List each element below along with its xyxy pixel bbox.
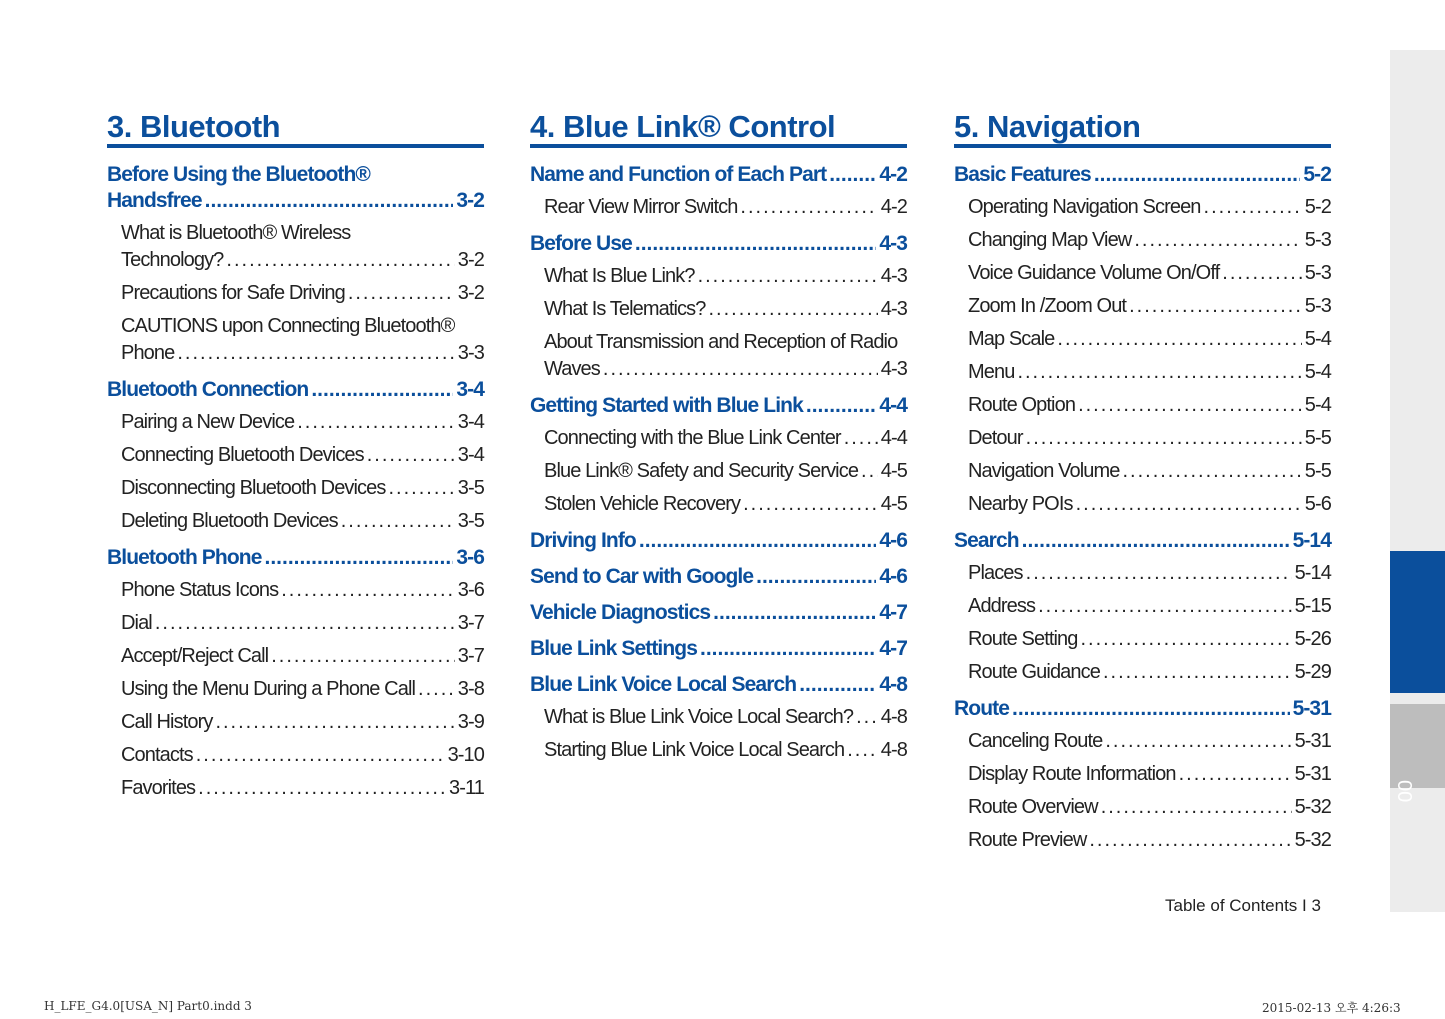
entry-row — [544, 425, 907, 452]
page-number: 5-15 — [1294, 595, 1331, 617]
page-number: 4-3 — [880, 358, 907, 380]
entry-title: Deleting Bluetooth Devices — [121, 510, 338, 532]
toc-column-navigation — [954, 108, 1331, 854]
entry-title: Call History — [121, 711, 213, 733]
page-number: 5-26 — [1294, 628, 1331, 650]
page-number: 3-7 — [457, 645, 484, 667]
dot-leader — [1081, 626, 1292, 653]
toc-item-link[interactable] — [954, 593, 1331, 620]
entry-row — [968, 359, 1331, 386]
print-slug-file: H_LFE_G4.0[USA_N] Part0.indd 3 — [44, 999, 252, 1013]
entry-row — [968, 425, 1331, 452]
toc-item-link[interactable] — [954, 794, 1331, 821]
toc-item-link[interactable] — [530, 425, 907, 452]
page-number: 4-3 — [879, 232, 907, 255]
dot-leader — [829, 162, 876, 188]
dot-leader — [743, 491, 878, 518]
page-number: 4-5 — [880, 460, 907, 482]
page-number: 5-14 — [1292, 529, 1331, 552]
dot-leader — [708, 296, 877, 323]
toc-section-link[interactable] — [530, 393, 907, 419]
entry-title: Driving Info — [530, 529, 636, 552]
toc-item-link[interactable] — [954, 560, 1331, 587]
toc-item-link[interactable] — [107, 775, 484, 802]
entry-row — [968, 458, 1331, 485]
chapter-title: 5. Navigation — [954, 108, 1331, 148]
toc-item-link[interactable] — [530, 737, 907, 764]
page-number: 5-29 — [1294, 661, 1331, 683]
entry-title: Pairing a New Device — [121, 411, 295, 433]
dot-leader — [1012, 696, 1290, 722]
dot-leader — [1089, 827, 1291, 854]
entry-title: Operating Navigation Screen — [968, 196, 1201, 218]
dot-leader — [844, 425, 878, 452]
page-number: 3-6 — [457, 579, 484, 601]
dot-leader — [341, 508, 455, 535]
entry-row — [530, 162, 907, 188]
entry-title-line1: Before Using the Bluetooth® — [107, 163, 371, 186]
entry-title: Contacts — [121, 744, 193, 766]
entry-title: Before Use — [530, 232, 632, 255]
entry-row — [968, 560, 1331, 587]
entry-title: Disconnecting Bluetooth Devices — [121, 477, 386, 499]
entry-title: Connecting Bluetooth Devices — [121, 444, 364, 466]
toc-item-link[interactable] — [107, 475, 484, 502]
dot-leader — [1222, 260, 1302, 287]
entry-row — [954, 696, 1331, 722]
dot-leader — [196, 742, 445, 769]
page-number: 5-3 — [1304, 229, 1331, 251]
entry-row — [954, 528, 1331, 554]
entry-title: Map Scale — [968, 328, 1055, 350]
entry-title-line1: About Transmission and Reception of Radio — [544, 331, 898, 353]
page-number: 3-5 — [457, 477, 484, 499]
dot-leader — [297, 409, 455, 436]
page-number: 4-2 — [879, 163, 907, 186]
page-number: 4-8 — [880, 739, 907, 761]
dot-leader — [1101, 794, 1292, 821]
toc-section-link[interactable] — [954, 696, 1331, 722]
entry-title: Canceling Route — [968, 730, 1103, 752]
dot-leader — [700, 636, 876, 662]
toc-item-link[interactable] — [954, 260, 1331, 287]
entry-title: Handsfree — [107, 189, 202, 212]
entry-row — [121, 475, 484, 502]
toc-item-link[interactable] — [107, 442, 484, 469]
entry-title: Rear View Mirror Switch — [544, 196, 738, 218]
entry-title: Changing Map View — [968, 229, 1132, 251]
dot-leader — [1179, 761, 1292, 788]
entry-row — [107, 188, 484, 214]
toc-item-link[interactable] — [107, 508, 484, 535]
entry-row — [107, 377, 484, 403]
entry-title: Bluetooth Connection — [107, 378, 309, 401]
entry-title-line1: What is Bluetooth® Wireless — [121, 222, 351, 244]
page-number: 3-4 — [456, 378, 484, 401]
entry-title: Route Setting — [968, 628, 1078, 650]
dot-leader — [1026, 425, 1302, 452]
toc-section-link[interactable] — [530, 600, 907, 626]
dot-leader — [205, 188, 454, 214]
entry-title: Route Guidance — [968, 661, 1100, 683]
dot-leader — [367, 442, 455, 469]
page-number: 3-7 — [457, 612, 484, 634]
dot-leader — [799, 672, 876, 698]
page-number: 5-5 — [1304, 427, 1331, 449]
toc-item-link[interactable] — [107, 280, 484, 307]
chapter-tab-label: 00 — [1393, 780, 1415, 803]
dot-leader — [1105, 728, 1291, 755]
toc-item-link[interactable] — [107, 220, 484, 274]
entry-row — [968, 593, 1331, 620]
dot-leader — [1026, 560, 1292, 587]
toc-item-link[interactable] — [954, 761, 1331, 788]
dot-leader — [861, 458, 878, 485]
entry-row — [954, 162, 1331, 188]
entry-row — [121, 280, 484, 307]
toc-item-link[interactable] — [954, 458, 1331, 485]
entry-title: Zoom In /Zoom Out — [968, 295, 1127, 317]
toc-item-link[interactable] — [530, 263, 907, 290]
chapter-title: 3. Bluetooth — [107, 108, 484, 148]
toc-item-link[interactable] — [530, 329, 907, 383]
dot-leader — [1103, 659, 1292, 686]
entry-row — [530, 231, 907, 257]
dot-leader — [639, 528, 876, 554]
toc-item-link[interactable] — [954, 392, 1331, 419]
entry-title-line1: CAUTIONS upon Connecting Bluetooth® — [121, 315, 455, 337]
toc-item-link[interactable] — [530, 296, 907, 323]
page-number: 3-10 — [447, 744, 484, 766]
toc-section-link[interactable] — [530, 528, 907, 554]
entry-title: Waves — [544, 358, 600, 380]
dot-leader — [311, 377, 453, 403]
entry-row — [544, 458, 907, 485]
entry-row — [968, 827, 1331, 854]
page-number: 5-5 — [1304, 460, 1331, 482]
entry-title: Blue Link® Safety and Security Service — [544, 460, 859, 482]
entry-title: Dial — [121, 612, 152, 634]
dot-leader — [1129, 293, 1302, 320]
toc-item-link[interactable] — [107, 676, 484, 703]
dot-leader — [1078, 392, 1302, 419]
toc-item-link[interactable] — [107, 643, 484, 670]
entry-row — [968, 728, 1331, 755]
entry-title: Accept/Reject Call — [121, 645, 269, 667]
page-number: 5-2 — [1304, 196, 1331, 218]
toc-item-link[interactable] — [954, 359, 1331, 386]
page-number: 3-5 — [457, 510, 484, 532]
chapter-title: 4. Blue Link® Control — [530, 108, 907, 148]
dot-leader — [1134, 227, 1301, 254]
entry-row — [121, 610, 484, 637]
toc-section-link[interactable] — [107, 377, 484, 403]
dot-leader — [1038, 593, 1291, 620]
entry-row — [544, 194, 907, 221]
dot-leader — [698, 263, 878, 290]
page-number: 5-4 — [1304, 394, 1331, 416]
dot-leader — [806, 393, 876, 419]
entry-row — [121, 775, 484, 802]
page-number: 3-8 — [457, 678, 484, 700]
entry-title: Blue Link Voice Local Search — [530, 673, 797, 696]
toc-section-link[interactable] — [530, 564, 907, 590]
entry-title: Route Preview — [968, 829, 1087, 851]
dot-leader — [1057, 326, 1301, 353]
entry-title: Favorites — [121, 777, 196, 799]
entry-title: What Is Telematics? — [544, 298, 706, 320]
dot-leader — [1094, 162, 1301, 188]
entry-title: Address — [968, 595, 1036, 617]
entry-row — [544, 263, 907, 290]
entry-title: Places — [968, 562, 1023, 584]
page-number: 5-6 — [1304, 493, 1331, 515]
page-number: 4-6 — [879, 565, 907, 588]
entry-row — [107, 545, 484, 571]
entry-row — [121, 643, 484, 670]
toc-section-link[interactable] — [107, 545, 484, 571]
dot-leader — [1022, 528, 1290, 554]
page-number: 4-3 — [880, 298, 907, 320]
page-number: 4-5 — [880, 493, 907, 515]
entry-title: Route Option — [968, 394, 1076, 416]
entry-row — [121, 742, 484, 769]
toc-item-link[interactable] — [107, 742, 484, 769]
entry-row — [968, 392, 1331, 419]
toc-item-link[interactable] — [954, 728, 1331, 755]
entry-row — [968, 794, 1331, 821]
entry-row — [968, 194, 1331, 221]
page-number: 5-31 — [1292, 697, 1331, 720]
page-number: 3-4 — [457, 444, 484, 466]
dot-leader — [603, 356, 878, 383]
entry-row — [968, 260, 1331, 287]
entry-title: Send to Car with Google — [530, 565, 754, 588]
entry-row — [968, 227, 1331, 254]
entry-row — [968, 293, 1331, 320]
dot-leader — [1076, 491, 1302, 518]
entry-title: Vehicle Diagnostics — [530, 601, 711, 624]
dot-leader — [756, 564, 876, 590]
page-number: 4-7 — [879, 637, 907, 660]
toc-item-link[interactable] — [954, 194, 1331, 221]
dot-leader — [226, 247, 454, 274]
dot-leader — [713, 600, 876, 626]
entry-title: Route Overview — [968, 796, 1098, 818]
entry-row — [544, 296, 907, 323]
entry-title: Stolen Vehicle Recovery — [544, 493, 741, 515]
toc-section-link[interactable] — [107, 162, 484, 214]
page-number: 3-4 — [457, 411, 484, 433]
toc-section-link[interactable] — [530, 636, 907, 662]
entry-title: What Is Blue Link? — [544, 265, 695, 287]
page-number: 5-31 — [1294, 730, 1331, 752]
entry-title: Display Route Information — [968, 763, 1176, 785]
page-number: 5-32 — [1294, 796, 1331, 818]
entry-row — [544, 737, 907, 764]
entry-row — [530, 636, 907, 662]
dot-leader — [856, 704, 878, 731]
page-number: 4-7 — [879, 601, 907, 624]
entry-row — [968, 626, 1331, 653]
dot-leader — [847, 737, 878, 764]
toc-item-link[interactable] — [530, 458, 907, 485]
page-number: 5-31 — [1294, 763, 1331, 785]
toc-section-link[interactable] — [954, 528, 1331, 554]
page-number: 3-2 — [456, 189, 484, 212]
page-number: 5-3 — [1304, 295, 1331, 317]
entry-row — [544, 704, 907, 731]
page-footer: Table of Contents I 3 — [1165, 896, 1321, 915]
toc-item-link[interactable] — [954, 293, 1331, 320]
entry-row — [530, 600, 907, 626]
page-number: 3-6 — [456, 546, 484, 569]
page-number: 4-8 — [880, 706, 907, 728]
toc-column-bluetooth — [107, 108, 484, 802]
toc-section-link[interactable] — [954, 162, 1331, 188]
page-number: 5-14 — [1294, 562, 1331, 584]
entry-row — [530, 528, 907, 554]
dot-leader — [1204, 194, 1302, 221]
entry-row — [121, 709, 484, 736]
toc-section-link[interactable] — [530, 672, 907, 698]
toc-column-blue-link — [530, 108, 907, 764]
page-number: 3-3 — [457, 342, 484, 364]
dot-leader — [215, 709, 454, 736]
toc-item-link[interactable] — [107, 709, 484, 736]
dot-leader — [418, 676, 455, 703]
page-number: 5-3 — [1304, 262, 1331, 284]
entry-title: What is Blue Link Voice Local Search? — [544, 706, 854, 728]
toc-item-link[interactable] — [530, 194, 907, 221]
entry-title: Menu — [968, 361, 1015, 383]
entry-row — [121, 508, 484, 535]
dot-leader — [264, 545, 453, 571]
dot-leader — [271, 643, 455, 670]
page-number: 3-2 — [457, 249, 484, 271]
entry-title: Voice Guidance Volume On/Off — [968, 262, 1220, 284]
dot-leader — [635, 231, 876, 257]
dot-leader — [388, 475, 454, 502]
entry-title: Technology? — [121, 249, 224, 271]
page-number: 5-2 — [1303, 163, 1331, 186]
dot-leader — [155, 610, 455, 637]
toc-item-link[interactable] — [954, 326, 1331, 353]
entry-title: Precautions for Safe Driving — [121, 282, 345, 304]
entry-title: Getting Started with Blue Link — [530, 394, 803, 417]
toc-item-link[interactable] — [954, 659, 1331, 686]
dot-leader — [198, 775, 446, 802]
entry-title: Search — [954, 529, 1019, 552]
page-number: 5-4 — [1304, 328, 1331, 350]
entry-row — [968, 659, 1331, 686]
entry-title: Blue Link Settings — [530, 637, 697, 660]
entry-title: Basic Features — [954, 163, 1091, 186]
dot-leader — [740, 194, 877, 221]
toc-item-link[interactable] — [954, 425, 1331, 452]
entry-row — [121, 340, 484, 367]
page-number: 4-3 — [880, 265, 907, 287]
entry-row — [544, 356, 907, 383]
dot-leader — [348, 280, 455, 307]
toc-item-link[interactable] — [954, 491, 1331, 518]
entry-title: Bluetooth Phone — [107, 546, 262, 569]
toc-item-link[interactable] — [954, 827, 1331, 854]
chapter-tab-00[interactable] — [1390, 704, 1445, 803]
entry-title: Phone — [121, 342, 175, 364]
entry-row — [968, 491, 1331, 518]
toc-item-link[interactable] — [107, 313, 484, 367]
print-slug-date: 2015-02-13 오후 4:26:3 — [1262, 1001, 1401, 1015]
entry-row — [121, 676, 484, 703]
entry-row — [968, 326, 1331, 353]
dot-leader — [281, 577, 455, 604]
entry-title: Navigation Volume — [968, 460, 1120, 482]
entry-title: Starting Blue Link Voice Local Search — [544, 739, 845, 761]
toc-item-link[interactable] — [107, 409, 484, 436]
entry-title: Name and Function of Each Part — [530, 163, 827, 186]
entry-title: Detour — [968, 427, 1023, 449]
entry-title: Nearby POIs — [968, 493, 1073, 515]
entry-row — [121, 442, 484, 469]
page-number: 4-4 — [879, 394, 907, 417]
page-number: 5-4 — [1304, 361, 1331, 383]
page-number: 5-32 — [1294, 829, 1331, 851]
page-number: 4-4 — [880, 427, 907, 449]
entry-title: Phone Status Icons — [121, 579, 279, 601]
toc-item-link[interactable] — [954, 227, 1331, 254]
entry-row — [121, 247, 484, 274]
entry-title: Connecting with the Blue Link Center — [544, 427, 841, 449]
page-number: 4-6 — [879, 529, 907, 552]
toc-item-link[interactable] — [954, 626, 1331, 653]
toc-section-link[interactable] — [530, 162, 907, 188]
entry-row — [530, 393, 907, 419]
toc-item-link[interactable] — [530, 491, 907, 518]
dot-leader — [177, 340, 454, 367]
page-number: 4-8 — [879, 673, 907, 696]
toc-section-link[interactable] — [530, 231, 907, 257]
page-number: 4-2 — [880, 196, 907, 218]
page-number: 3-11 — [449, 777, 484, 799]
entry-title: Using the Menu During a Phone Call — [121, 678, 416, 700]
toc-item-link[interactable] — [107, 577, 484, 604]
dot-leader — [1122, 458, 1301, 485]
entry-row — [544, 491, 907, 518]
active-chapter-tab[interactable] — [1390, 551, 1445, 693]
dot-leader — [1017, 359, 1301, 386]
entry-row — [121, 409, 484, 436]
page-number: 3-2 — [457, 282, 484, 304]
entry-row — [530, 564, 907, 590]
entry-row — [121, 577, 484, 604]
entry-row — [968, 761, 1331, 788]
page-number: 3-9 — [457, 711, 484, 733]
entry-title: Route — [954, 697, 1009, 720]
toc-item-link[interactable] — [530, 704, 907, 731]
entry-row — [530, 672, 907, 698]
toc-item-link[interactable] — [107, 610, 484, 637]
